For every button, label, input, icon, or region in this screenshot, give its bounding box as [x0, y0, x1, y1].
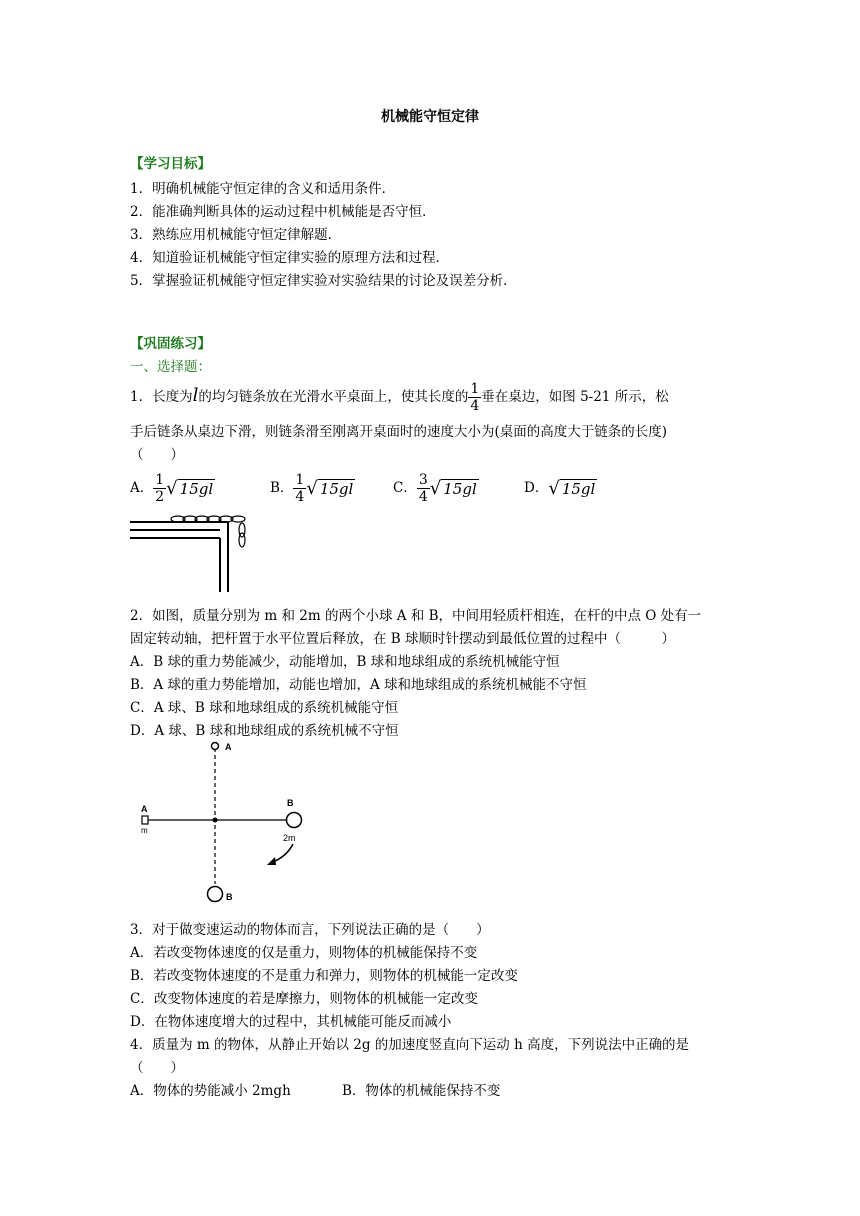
q2-option-d: D．A 球、B 球和地球组成的系统机械不守恒: [130, 723, 399, 739]
q3-option-c: C．改变物体速度的若是摩擦力，则物体的机械能一定改变: [130, 991, 478, 1007]
q4-option-b: B．物体的机械能保持不变: [342, 1083, 501, 1099]
fig-right-2m: 2m: [283, 833, 296, 843]
q2-option-b: B．A 球的重力势能增加，动能也增加，A 球和地球组成的系统机械能不守恒: [130, 677, 587, 693]
goal-item: 3．熟练应用机械能守恒定律解题．: [130, 227, 342, 243]
q4-option-a: A．物体的势能减小 2mgh: [130, 1083, 291, 1099]
q3-option-a: A．若改变物体速度的仅是重力，则物体的机械能保持不变: [130, 945, 478, 961]
fig-right-b: B: [287, 798, 294, 808]
q3-option-d: D．在物体速度增大的过程中，其机械能可能反而减小: [130, 1014, 452, 1030]
q1-post: 垂在桌边，如图 5-21 所示，松: [481, 389, 669, 405]
fig-top-a: A: [225, 742, 232, 752]
q3-option-b: B．若改变物体速度的不是重力和弹力，则物体的机械能一定改变: [130, 968, 518, 984]
q1-option-d: D．√ 15gl: [524, 477, 596, 499]
goal-item: 5．掌握验证机械能守恒定律实验对实验结果的讨论及误差分析．: [130, 273, 517, 289]
q1-line3: （ ）: [130, 447, 184, 463]
q4-line2: （ ）: [130, 1060, 184, 1076]
q2-option-a: A．B 球的重力势能减少，动能增加，B 球和地球组成的系统机械能守恒: [130, 654, 560, 670]
q3-line1: 3．对于做变速运动的物体而言，下列说法正确的是（ ）: [130, 922, 490, 938]
q1-option-b: B． $\frac{1}{4}$ √ 15gl: [270, 472, 354, 505]
q2-line2: 固定转动轴，把杆置于水平位置后释放，在 B 球顺时针摆动到最低位置的过程中（ ）: [130, 631, 676, 647]
goal-item: 2．能准确判断具体的运动过程中机械能是否守恒．: [130, 204, 436, 220]
fig-left-m: m: [141, 826, 148, 835]
q1-var: l: [192, 385, 199, 406]
goal-item: 4．知道验证机械能守恒定律实验的原理方法和过程．: [130, 250, 450, 266]
q1-option-a: A． $\frac{1}{2}$ √ 15gl: [130, 472, 214, 505]
q1-mid: 的均匀链条放在光滑水平桌面上，使其长度的: [198, 389, 469, 405]
q1-pre: 1．长度为: [130, 389, 193, 405]
fig-bottom-b: B: [226, 892, 233, 902]
page-title: 机械能守恒定律: [381, 109, 479, 125]
q1-fraction: $\frac{1}{4}$: [470, 381, 480, 414]
chain-table-figure: [128, 510, 258, 594]
rod-balls-figure: [135, 738, 315, 910]
practice-subheading: 一、选择题：: [130, 359, 211, 375]
q1-line2: 手后链条从桌边下滑，则链条滑至刚离开桌面时的速度大小为(桌面的高度大于链条的长度): [130, 424, 668, 440]
q4-line1: 4．质量为 m 的物体，从静止开始以 2g 的加速度竖直向下运动 h 高度，下列说法中正确的是: [130, 1037, 690, 1053]
q1-line1: [130, 378, 669, 415]
fig-left-a: A: [141, 804, 148, 814]
q2-option-c: C．A 球、B 球和地球组成的系统机械能守恒: [130, 700, 399, 716]
goals-heading: 【学习目标】: [130, 156, 211, 172]
q1-option-c: C． $\frac{3}{4}$ √ 15gl: [393, 472, 477, 505]
goal-item: 1．明确机械能守恒定律的含义和适用条件．: [130, 181, 396, 197]
practice-heading: 【巩固练习】: [130, 336, 211, 352]
q2-line1: 2．如图，质量分别为 m 和 2m 的两个小球 A 和 B，中间用轻质杆相连，在杆的中点 O 处有一: [130, 608, 702, 624]
